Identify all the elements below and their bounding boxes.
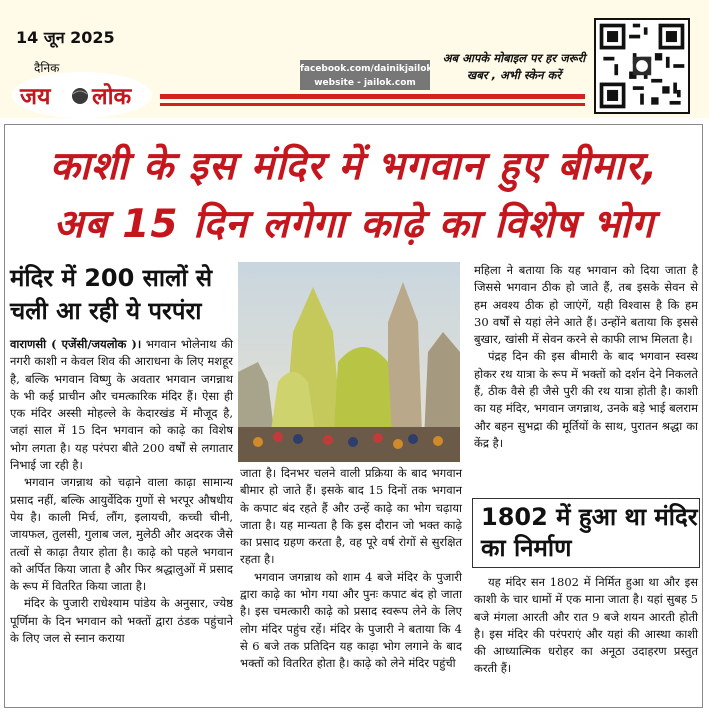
col2-paragraph-1: जाता है। दिनभर चलने वाली प्रक्रिया के बाद भगवान बीमार हो जाते हैं। इसके बाद 15 दिनों तक भगवान के कपाट बंद रहते हैं और उन्हें काढ़े का भोग चढ़ाया जाता है। यह मान्यता है कि इस दौरान जो भक्त काढ़े का प्रसाद ग्रहण करता है, वह पूरे वर्ष रोगों से सुरक्षित रहता है। [240, 466, 462, 567]
masthead [0, 0, 709, 118]
column-2 [240, 465, 462, 673]
facebook-link[interactable]: facebook.com/dainikjailok [300, 64, 433, 74]
col1-paragraph-3: मंदिर के पुजारी राधेश्याम पांडेय के अनुसार, ज्येष्ठ पूर्णिमा के दिन भगवान को भक्तों द्वारा ठंडक पहुंचाने के लिए जल से स्नान कराया [10, 596, 233, 646]
col1-p1-text: भगवान भोलेनाथ की नगरी काशी न केवल शिव की आराधना के लिए मशहूर है, बल्कि भगवान विष्णु के अवतार भगवान जगन्नाथ के भी कई प्राचीन और चमत्कारिक मंदिर हैं। ऐसा ही एक मंदिर अस्सी मोहल्ले के केदारखंड में मौजूद है, जहां साल में 15 दिन भगवान को काढ़े का विशेष भोग लगता है। यह परंपरा बीते 200 वर्षों से लगातार निभाई जा रही है। [10, 337, 234, 473]
col2-paragraph-2: भगवान जगन्नाथ को शाम 4 बजे मंदिर के पुजारी द्वारा काढ़े का भोग गया और पुनः कपाट बंद हो जाता है। इस चमत्कारी काढ़े को प्रसाद स्वरूप लेने के लिए लोग मंदिर पहुंच रहें। मंदिर के पुजारी ने बताया कि 4 से 6 बजे तक प्रतिदिन यह काढ़ा भोग लगाने के बाद भक्तों को वितरित होता है। काढ़े को लेने मंदिर पहुंची [240, 569, 462, 671]
headline-line-1: काशी के इस मंदिर में भगवान हुए बीमार, [49, 144, 659, 189]
column-1 [10, 336, 233, 647]
col3-paragraph-2: पंद्रह दिन की इस बीमारी के बाद भगवान स्वस्थ होकर रथ यात्रा के रूप में भक्तों को दर्शन देने निकलते हैं, ठीक वैसे ही जैसे पुरी की रथ यात्रा होती है। काशी का यह मंदिर, भगवान जगन्नाथ, उनके बड़े भाई बलराम और बहन सुभद्रा की मूर्तियों के साथ, पुरातन श्रद्धा का केंद्र है। [474, 349, 698, 450]
sub-heading: मंदिर में 200 सालों से चली आ रही ये परपंरा [10, 264, 213, 325]
temple-photo [238, 262, 460, 462]
section-heading-box: 1802 में हुआ था मंदिर का निर्माण [472, 498, 700, 568]
col3-paragraph-1: महिला ने बताया कि यह भगवान को दिया जाता है जिससे भगवान ठीक हो जाते हैं, तब इसके सेवन से हम अवश्य ठीक हो जाएंगें, यही विश्वास है कि हम 30 वर्षों से यहां लेने आते हैं। उन्होंने बताया कि इससे बुखार, खांसी में सेवन करने से काफी लाभ मिलता है। [474, 263, 698, 347]
svg-text:लोक: लोक [92, 84, 132, 110]
scan-tagline: अब आपके मोबाइल पर हर जरूरी खबर , अभी स्केन करें [442, 51, 586, 82]
jailok-logo [12, 72, 152, 118]
col1-paragraph-2: भगवान जगन्नाथ को चढ़ाने वाला काढ़ा सामान्य प्रसाद नहीं, बल्कि आयुर्वेदिक गुणों से भरपूर औषधीय पेय है। काली मिर्च, लौंग, इलायची, कच्ची चीनी, जायफल, तुलसी, गुलाब जल, मुलेठी और अदरक जैसे तत्वों से काढ़ा तैयार होता है। काढ़े को पहले भगवान को अर्पित किया जाता है और फिर श्रद्धालुओं में प्रसाद के रूप में वितरित किया जाता है। [10, 475, 233, 594]
edition-date: 14 जून 2025 [16, 28, 115, 47]
brand-prefix: दैनिक [34, 61, 60, 75]
col1-paragraph-1 [10, 336, 233, 474]
headline-line-2: अब 15 दिन लगेगा काढ़े का विशेष भोग [53, 202, 655, 247]
dateline: वाराणसी ( एजेंसी/जयलोक )। [10, 337, 142, 351]
temple-illustration [238, 262, 460, 462]
col3-paragraph-3: यह मंदिर सन 1802 में निर्मित हुआ था और इस काशी के चार धामों में एक माना जाता है। यहां सुबह 5 बजे मंगला आरती और रात 9 बजे शयन आरती होती है। इस मंदिर की परंपराएं और यहां की आस्था काशी की आध्यात्मिक धरोहर का अनूठा उदाहरण प्रस्तुत करती हैं। [474, 575, 698, 676]
social-links [300, 60, 433, 90]
website-link[interactable]: website - jailok.com [314, 78, 416, 88]
svg-text:जय: जय [20, 84, 51, 110]
qr-code[interactable] [594, 18, 690, 114]
column-3-lower [474, 574, 698, 678]
column-3 [474, 262, 698, 452]
rule-top [160, 94, 585, 99]
rule-bottom [160, 103, 585, 106]
